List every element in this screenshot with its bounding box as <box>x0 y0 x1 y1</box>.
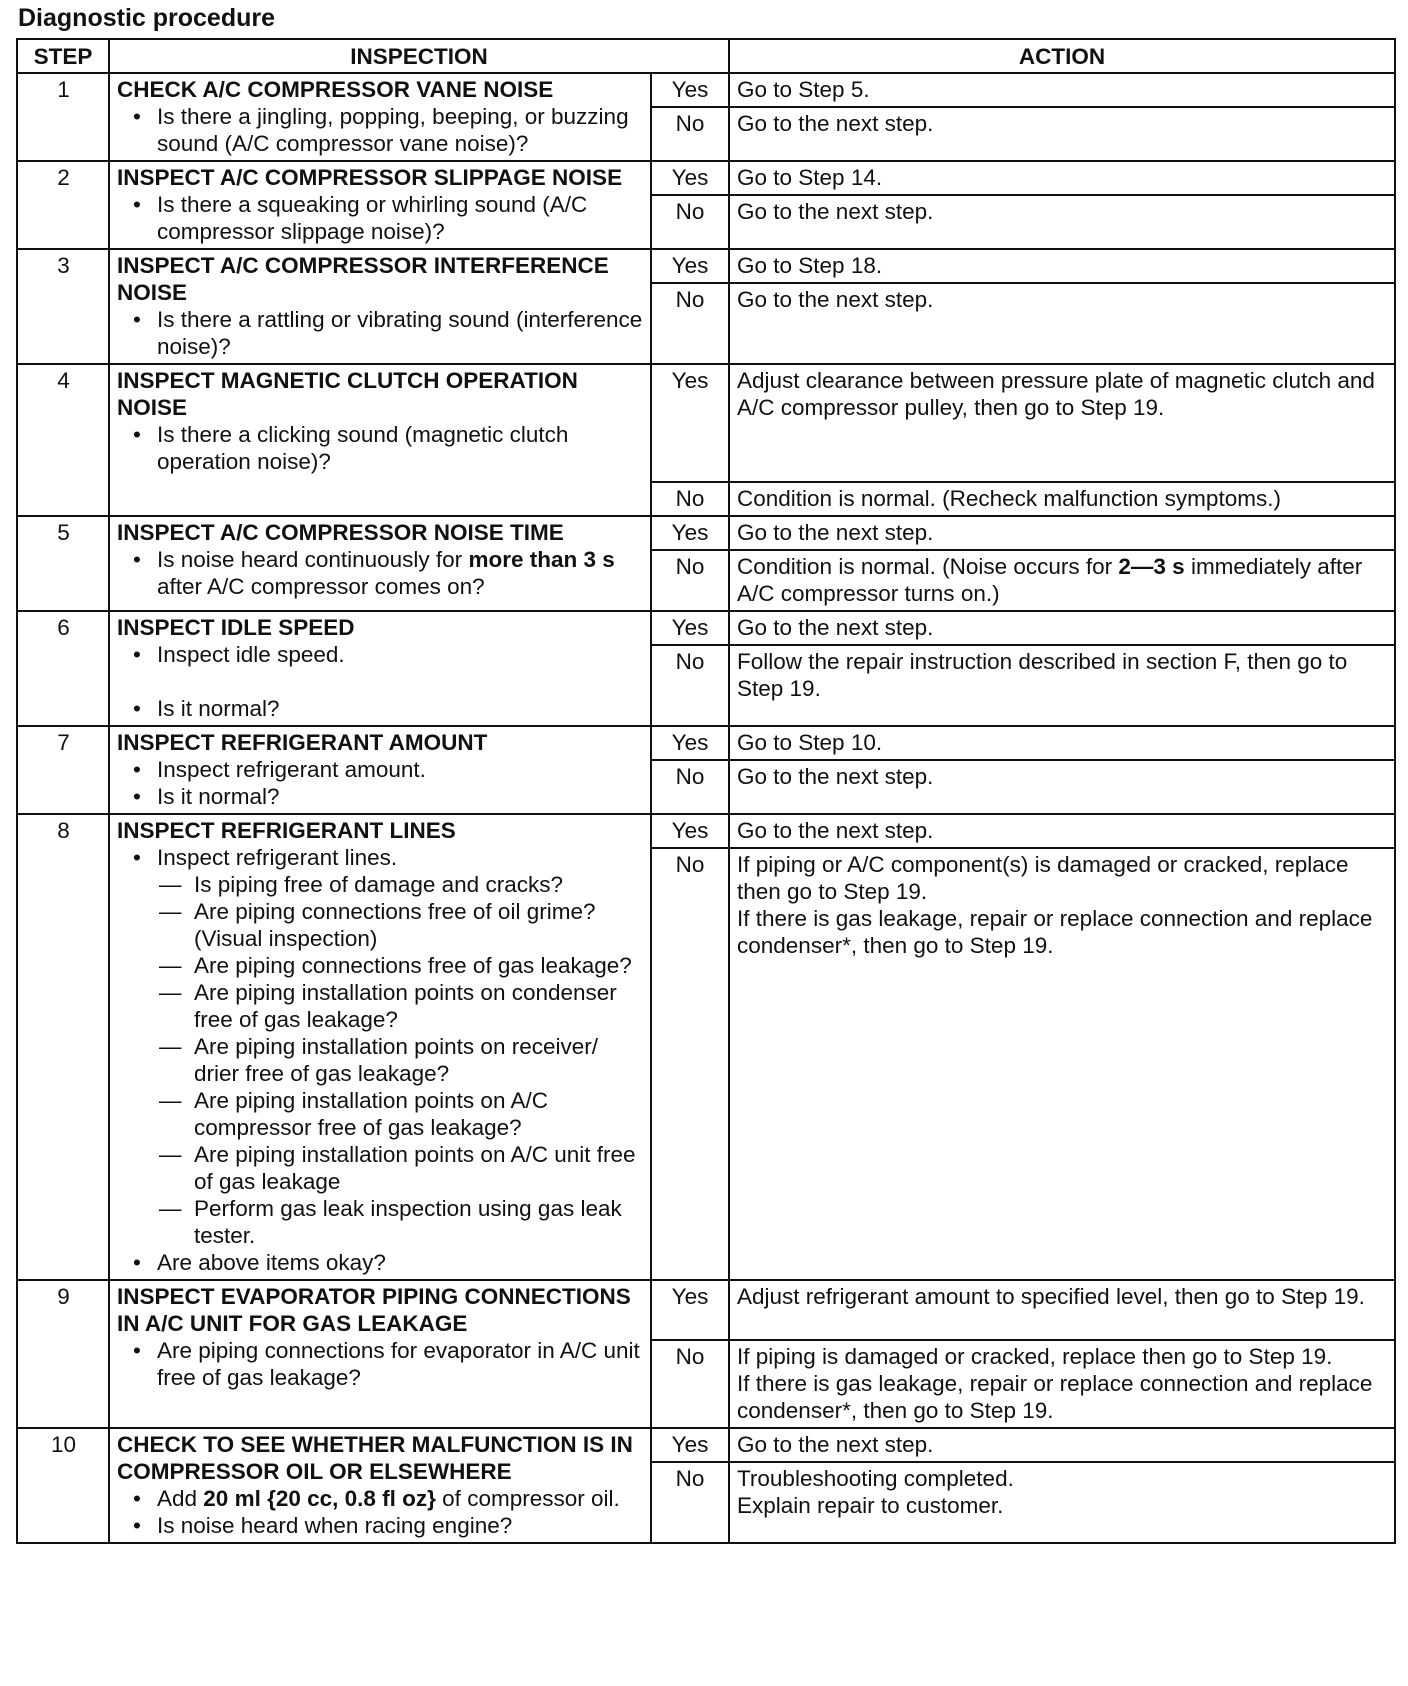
no-label: No <box>651 482 729 516</box>
dash-item: — Are piping connections free of gas leakage? <box>117 952 644 979</box>
bullet-item: • Inspect refrigerant lines. <box>117 844 644 871</box>
yes-label: Yes <box>651 726 729 760</box>
no-label: No <box>651 645 729 726</box>
diagnostic-table <box>16 38 1396 1544</box>
bullet-text: Add <box>157 1486 204 1511</box>
inspection-cell <box>109 516 651 611</box>
action-line: If there is gas leakage, repair or replace connection and replace condenser*, then go to Step 19. <box>737 1371 1373 1423</box>
table-row <box>17 516 1395 550</box>
dash-item: — Are piping installation points on condenser free of gas leakage? <box>117 979 644 1033</box>
step-number: 4 <box>17 364 109 516</box>
inspection-cell <box>109 73 651 161</box>
no-label: No <box>651 283 729 364</box>
inspection-cell <box>109 364 651 516</box>
bullet-item: • Are above items okay? <box>117 1249 644 1276</box>
action-text: Condition is normal. (Noise occurs for <box>737 554 1119 579</box>
yes-label: Yes <box>651 814 729 848</box>
header-step: STEP <box>17 39 109 73</box>
inspection-cell <box>109 249 651 364</box>
table-row <box>17 249 1395 283</box>
table-row <box>17 161 1395 195</box>
bullet-item <box>117 1485 644 1512</box>
step-number: 9 <box>17 1280 109 1428</box>
table-row <box>17 1280 1395 1340</box>
bullet-text: of compressor oil. <box>435 1486 620 1511</box>
no-label: No <box>651 550 729 611</box>
yes-action: Adjust clearance between pressure plate of magnetic clutch and A/C compressor pulley, then go to Step 19. <box>729 364 1395 482</box>
no-action <box>729 1462 1395 1543</box>
step-heading: INSPECT A/C COMPRESSOR SLIPPAGE NOISE <box>117 165 623 190</box>
no-action: Condition is normal. (Recheck malfunction symptoms.) <box>729 482 1395 516</box>
no-label: No <box>651 195 729 249</box>
no-label: No <box>651 1462 729 1543</box>
no-action: Go to the next step. <box>729 283 1395 364</box>
bullet-item: • Is there a jingling, popping, beeping, or buzzing sound (A/C compressor vane noise)? <box>117 103 644 157</box>
step-heading: INSPECT A/C COMPRESSOR INTERFERENCE NOISE <box>117 253 609 305</box>
inspection-cell <box>109 1280 651 1428</box>
dash-item: — Are piping installation points on A/C compressor free of gas leakage? <box>117 1087 644 1141</box>
step-heading: INSPECT REFRIGERANT AMOUNT <box>117 730 488 755</box>
inspection-cell <box>109 1428 651 1543</box>
step-heading: INSPECT IDLE SPEED <box>117 615 355 640</box>
no-label: No <box>651 107 729 161</box>
no-action <box>729 848 1395 1280</box>
inspection-cell <box>109 814 651 1280</box>
page-title: Diagnostic procedure <box>18 4 275 32</box>
yes-label: Yes <box>651 364 729 482</box>
bullet-item: • Are piping connections for evaporator in A/C unit free of gas leakage? <box>117 1337 644 1391</box>
step-heading: CHECK TO SEE WHETHER MALFUNCTION IS IN COMPRESSOR OIL OR ELSEWHERE <box>117 1432 633 1484</box>
step-number: 3 <box>17 249 109 364</box>
yes-action: Go to the next step. <box>729 516 1395 550</box>
bullet-emphasis: 20 ml {20 cc, 0.8 fl oz} <box>203 1486 436 1511</box>
step-number: 1 <box>17 73 109 161</box>
header-row <box>17 39 1395 73</box>
yes-action: Adjust refrigerant amount to specified level, then go to Step 19. <box>729 1280 1395 1340</box>
dash-item: — Are piping installation points on receiver/ drier free of gas leakage? <box>117 1033 644 1087</box>
dash-item: — Perform gas leak inspection using gas leak tester. <box>117 1195 644 1249</box>
table-row <box>17 611 1395 645</box>
step-heading: INSPECT MAGNETIC CLUTCH OPERATION NOISE <box>117 368 578 420</box>
bullet-item: • Inspect idle speed. <box>117 641 644 668</box>
dash-item: — Are piping installation points on A/C unit free of gas leakage <box>117 1141 644 1195</box>
inspection-cell <box>109 726 651 814</box>
bullet-emphasis: more than 3 s <box>468 547 615 572</box>
bullet-text: after A/C compressor comes on? <box>157 574 485 599</box>
yes-label: Yes <box>651 1428 729 1462</box>
bullet-item: • Is noise heard when racing engine? <box>117 1512 644 1539</box>
table-row <box>17 1428 1395 1462</box>
yes-action: Go to Step 5. <box>729 73 1395 107</box>
no-action <box>729 550 1395 611</box>
step-heading: INSPECT REFRIGERANT LINES <box>117 818 456 843</box>
action-text: immediately after A/C compressor turns on.) <box>737 554 1363 606</box>
no-action: Go to the next step. <box>729 760 1395 814</box>
yes-label: Yes <box>651 249 729 283</box>
step-number: 7 <box>17 726 109 814</box>
yes-label: Yes <box>651 611 729 645</box>
table-row <box>17 814 1395 848</box>
bullet-item: • Is it normal? <box>117 695 644 722</box>
dash-item: — Is piping free of damage and cracks? <box>117 871 644 898</box>
action-line: If there is gas leakage, repair or replace connection and replace condenser*, then go to Step 19. <box>737 906 1373 958</box>
bullet-text: Is noise heard continuously for <box>157 547 469 572</box>
yes-label: Yes <box>651 73 729 107</box>
no-action: Go to the next step. <box>729 107 1395 161</box>
inspection-cell <box>109 611 651 726</box>
no-label: No <box>651 1340 729 1428</box>
bullet-item: • Is there a clicking sound (magnetic clutch operation noise)? <box>117 421 644 475</box>
yes-action: Go to Step 10. <box>729 726 1395 760</box>
action-line: If piping is damaged or cracked, replace then go to Step 19. <box>737 1344 1333 1369</box>
action-line: Explain repair to customer. <box>737 1493 1004 1518</box>
header-inspection: INSPECTION <box>109 39 729 73</box>
no-action: Go to the next step. <box>729 195 1395 249</box>
yes-label: Yes <box>651 516 729 550</box>
bullet-item: • Is there a squeaking or whirling sound (A/C compressor slippage noise)? <box>117 191 644 245</box>
step-heading: INSPECT EVAPORATOR PIPING CONNECTIONS IN A/C UNIT FOR GAS LEAKAGE <box>117 1284 631 1336</box>
yes-label: Yes <box>651 1280 729 1340</box>
action-line: Troubleshooting completed. <box>737 1466 1014 1491</box>
no-action: Follow the repair instruction described in section F, then go to Step 19. <box>729 645 1395 726</box>
yes-action: Go to the next step. <box>729 1428 1395 1462</box>
step-number: 5 <box>17 516 109 611</box>
table-row <box>17 73 1395 107</box>
bullet-item <box>117 546 644 600</box>
dash-item: — Are piping connections free of oil grime? (Visual inspection) <box>117 898 644 952</box>
step-number: 2 <box>17 161 109 249</box>
yes-label: Yes <box>651 161 729 195</box>
action-emphasis: 2—3 s <box>1118 554 1185 579</box>
yes-action: Go to the next step. <box>729 814 1395 848</box>
table-row <box>17 726 1395 760</box>
yes-action: Go to Step 14. <box>729 161 1395 195</box>
inspection-cell <box>109 161 651 249</box>
yes-action: Go to the next step. <box>729 611 1395 645</box>
step-number: 6 <box>17 611 109 726</box>
step-number: 10 <box>17 1428 109 1543</box>
no-action <box>729 1340 1395 1428</box>
bullet-item: • Inspect refrigerant amount. <box>117 756 644 783</box>
no-label: No <box>651 848 729 1280</box>
yes-action: Go to Step 18. <box>729 249 1395 283</box>
step-number: 8 <box>17 814 109 1280</box>
table-row <box>17 364 1395 482</box>
bullet-item: • Is there a rattling or vibrating sound (interference noise)? <box>117 306 644 360</box>
no-label: No <box>651 760 729 814</box>
step-heading: CHECK A/C COMPRESSOR VANE NOISE <box>117 77 554 102</box>
header-action: ACTION <box>729 39 1395 73</box>
bullet-item: • Is it normal? <box>117 783 644 810</box>
step-heading: INSPECT A/C COMPRESSOR NOISE TIME <box>117 520 564 545</box>
action-line: If piping or A/C component(s) is damaged or cracked, replace then go to Step 19. <box>737 852 1349 904</box>
